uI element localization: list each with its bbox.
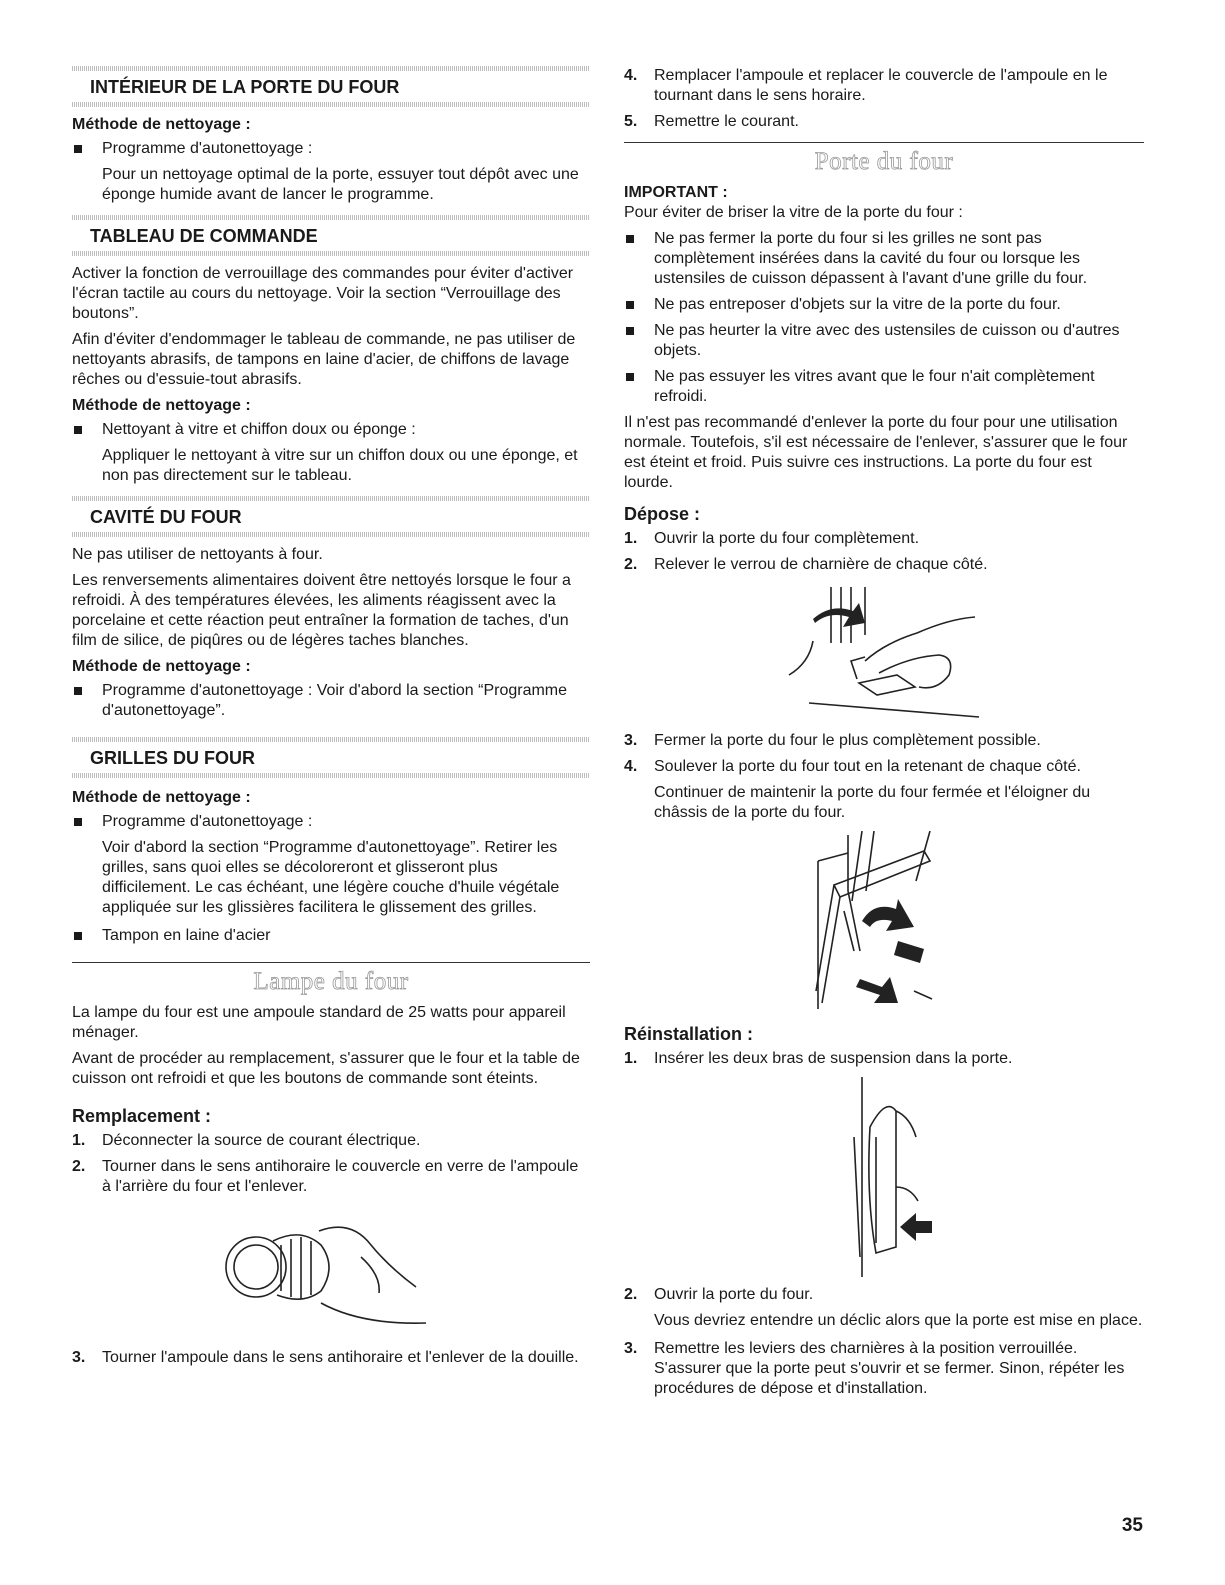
bullet-item: Programme d'autonettoyage : xyxy=(72,139,590,159)
paragraph: Les renversements alimentaires doivent être nettoyés lorsque le four a refroidi. À des températures élevées, les aliments réagissent avec la porcelaine et cette réaction peut entraîner la formation de taches, d'un film de silice, de piqûres ou de légères taches blanches. xyxy=(72,572,571,649)
step-item xyxy=(624,555,1144,575)
step-text: Remplacer l'ampoule et replacer le couvercle de l'ampoule en le tournant dans le sens horaire. xyxy=(654,67,1108,104)
oven-door-title: Porte du four xyxy=(814,148,954,175)
bullet-item: Nettoyant à vitre et chiffon doux ou éponge : xyxy=(72,420,590,440)
oven-lamp-title: Lampe du four xyxy=(253,968,409,995)
step-text: Tourner l'ampoule dans le sens antihoraire et l'enlever de la douille. xyxy=(102,1349,579,1366)
bulb-cover-illustration xyxy=(211,1205,451,1340)
step-detail: Vous devriez entendre un déclic alors que la porte est mise en place. xyxy=(654,1312,1143,1329)
paragraph: Pour éviter de briser la vitre de la porte du four : xyxy=(624,204,963,221)
step-number: 3. xyxy=(624,732,638,749)
step-number: 1. xyxy=(72,1132,86,1149)
step-number: 2. xyxy=(624,1286,638,1303)
step-text: Remettre les leviers des charnières à la position verrouillée. S'assurer que la porte peut s'ouvrir et se fermer. Sinon, répéter les procédures de dépose et d'installation. xyxy=(654,1340,1125,1397)
left-column xyxy=(72,66,590,1374)
step-item xyxy=(72,1131,590,1151)
paragraph: La lampe du four est une ampoule standard de 25 watts pour appareil ménager. xyxy=(72,1004,566,1041)
step-item xyxy=(624,529,1144,549)
step-number: 3. xyxy=(624,1340,638,1357)
bullet-item: Programme d'autonettoyage : Voir d'abord la section “Programme d'autonettoyage”. xyxy=(72,681,590,721)
step-number: 5. xyxy=(624,113,638,130)
step-item xyxy=(624,1339,1144,1399)
step-text: Tourner dans le sens antihoraire le couvercle en verre de l'ampoule à l'arrière du four et l'enlever. xyxy=(102,1158,579,1195)
replacement-heading: Remplacement : xyxy=(72,1106,212,1126)
bullet-item: Ne pas essuyer les vitres avant que le four n'ait complètement refroidi. xyxy=(624,367,1144,407)
bullet-item: Ne pas entreposer d'objets sur la vitre de la porte du four. xyxy=(624,295,1144,315)
step-text: Déconnecter la source de courant électrique. xyxy=(102,1132,421,1149)
section-band-bottom xyxy=(72,102,590,107)
paragraph: Activer la fonction de verrouillage des commandes pour éviter d'activer l'écran tactile au cours du nettoyage. Voir la section “Verrouillage des boutons”. xyxy=(72,265,574,322)
bullet-detail: Appliquer le nettoyant à vitre sur un chiffon doux ou une éponge, et non pas directement sur le tableau. xyxy=(102,447,578,484)
step-text: Ouvrir la porte du four. xyxy=(654,1286,814,1303)
step-number: 2. xyxy=(624,556,638,573)
page-number: 35 xyxy=(1121,1515,1143,1536)
method-heading: Méthode de nettoyage : xyxy=(72,116,251,133)
method-heading: Méthode de nettoyage : xyxy=(72,397,251,414)
method-heading: Méthode de nettoyage : xyxy=(72,658,251,675)
step-text: Soulever la porte du four tout en la retenant de chaque côté. xyxy=(654,758,1081,775)
bullet-item: Programme d'autonettoyage : xyxy=(72,812,590,832)
step-item xyxy=(624,757,1144,777)
step-text: Relever le verrou de charnière de chaque côté. xyxy=(654,556,988,573)
step-item xyxy=(624,1049,1144,1069)
section-title: TABLEAU DE COMMANDE xyxy=(90,226,318,246)
step-number: 1. xyxy=(624,1050,638,1067)
paragraph: Afin d'éviter d'endommager le tableau de commande, ne pas utiliser de nettoyants abrasifs, de tampons en laine d'acier, de chiffons de lavage rêches ou d'essuie-tout abrasifs. xyxy=(72,331,576,388)
paragraph: Il n'est pas recommandé d'enlever la porte du four pour une utilisation normale. Toutefois, s'il est nécessaire de l'enlever, s'assurer que le four est éteint et froid. Puis suivre ces instructions. La porte du four est lourde. xyxy=(624,414,1128,491)
step-text: Remettre le courant. xyxy=(654,113,799,130)
section-band-bottom xyxy=(72,251,590,256)
paragraph: Avant de procéder au remplacement, s'assurer que le four et la table de cuisson ont refroidi et que les boutons de commande sont éteints. xyxy=(72,1050,580,1087)
section-divider xyxy=(624,142,1144,143)
reinstallation-heading: Réinstallation : xyxy=(624,1024,754,1044)
bullet-item: Tampon en laine d'acier xyxy=(72,926,590,946)
step-number: 2. xyxy=(72,1158,86,1175)
step-item xyxy=(624,66,1144,106)
removal-heading: Dépose : xyxy=(624,504,701,524)
important-label: IMPORTANT : xyxy=(624,184,728,201)
step-number: 4. xyxy=(624,758,638,775)
section-title: CAVITÉ DU FOUR xyxy=(90,507,242,527)
bullet-detail: Voir d'abord la section “Programme d'autonettoyage”. Retirer les grilles, sans quoi elles se décoloreront et glisseront plus difficilement. Le cas échéant, une légère couche d'huile végétale appliquée sur les glissières facilitera le glissement des grilles. xyxy=(102,839,560,916)
step-item xyxy=(624,1285,1144,1305)
paragraph: Ne pas utiliser de nettoyants à four. xyxy=(72,546,323,563)
section-band-bottom xyxy=(72,532,590,537)
section-door-interior xyxy=(72,66,590,205)
step-text: Fermer la porte du four le plus complètement possible. xyxy=(654,732,1041,749)
section-control-panel xyxy=(72,215,590,486)
method-heading: Méthode de nettoyage : xyxy=(72,789,251,806)
step-item xyxy=(72,1157,590,1197)
bullet-item: Ne pas heurter la vitre avec des ustensiles de cuisson ou d'autres objets. xyxy=(624,321,1144,361)
step-item xyxy=(624,112,1144,132)
door-lift-illustration xyxy=(804,831,964,1011)
hinge-latch-illustration xyxy=(769,583,999,723)
section-oven-cavity xyxy=(72,496,590,721)
right-column xyxy=(624,66,1144,1405)
bullet-detail: Pour un nettoyage optimal de la porte, essuyer tout dépôt avec une éponge humide avant de lancer le programme. xyxy=(102,166,579,203)
step-number: 4. xyxy=(624,67,638,84)
section-band-bottom xyxy=(72,773,590,778)
step-text: Insérer les deux bras de suspension dans la porte. xyxy=(654,1050,1013,1067)
step-text: Ouvrir la porte du four complètement. xyxy=(654,530,920,547)
step-item xyxy=(624,731,1144,751)
hanger-arm-illustration xyxy=(814,1077,954,1277)
step-item xyxy=(72,1348,590,1368)
section-oven-racks xyxy=(72,737,590,946)
section-title: GRILLES DU FOUR xyxy=(90,748,255,768)
section-divider xyxy=(72,962,590,963)
step-number: 1. xyxy=(624,530,638,547)
section-title: INTÉRIEUR DE LA PORTE DU FOUR xyxy=(90,77,400,97)
step-number: 3. xyxy=(72,1349,86,1366)
step-detail: Continuer de maintenir la porte du four fermée et l'éloigner du châssis de la porte du four. xyxy=(654,784,1091,821)
bullet-item: Ne pas fermer la porte du four si les grilles ne sont pas complètement insérées dans la cavité du four ou lorsque les ustensiles de cuisson dépassent à l'avant d'une grille du four. xyxy=(624,229,1144,289)
